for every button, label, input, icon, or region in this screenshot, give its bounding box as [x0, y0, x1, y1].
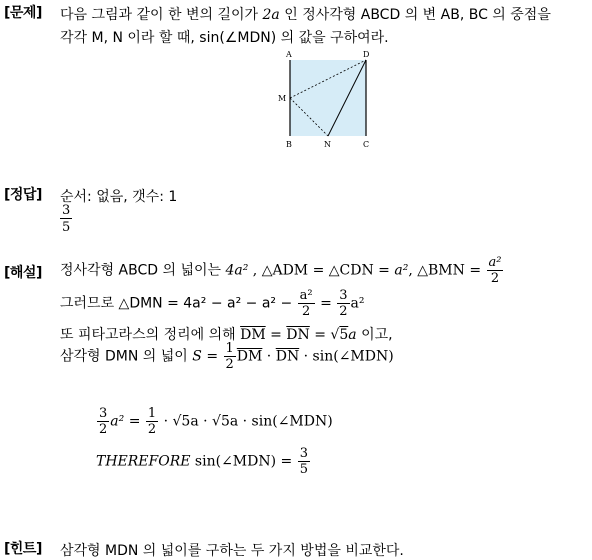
exp-l1-d: , △BMN = — [408, 262, 486, 279]
exp-l2-frac1-den: 2 — [302, 304, 311, 319]
exp-l4-dm: $\overline{DM}$ — [236, 348, 263, 365]
exp-l3-five: 5 — [339, 327, 349, 343]
exp-l2-frac2-den: 2 — [339, 304, 348, 319]
explanation-tag: [해설] — [4, 265, 42, 281]
eq2-frac-den: 5 — [299, 462, 308, 477]
exp-l3-c: 이고, — [356, 327, 393, 343]
explanation-line-1 — [60, 256, 504, 285]
exp-l4-frac-num: 1 — [225, 341, 234, 356]
exp-l1-b: , △ADM = △CDN = — [248, 262, 395, 279]
exp-l1-frac — [487, 256, 504, 285]
exp-l1-frac-num: a² — [488, 255, 502, 270]
equation-line-1 — [96, 407, 333, 436]
explanation-line-4 — [60, 342, 394, 371]
answer-num: 3 — [62, 203, 71, 218]
exp-l4-b: · sin(∠MDN) — [299, 348, 394, 365]
equation-line-2 — [96, 447, 311, 476]
eq2-frac-num: 3 — [299, 446, 308, 461]
problem-line-1 — [60, 4, 551, 24]
eq1-frac2-num: 1 — [147, 406, 157, 421]
eq2-therefore: THEREFORE — [96, 453, 191, 470]
exp-l1-area: 4a² — [225, 262, 249, 279]
label-a: A — [286, 50, 292, 59]
exp-l2-b: = — [315, 295, 337, 312]
eq2-frac — [298, 447, 310, 476]
label-m: M — [278, 94, 287, 103]
explanation-line-2 — [60, 289, 365, 318]
problem-text-1a: 다음 그림과 같이 한 변의 길이가 — [60, 7, 263, 23]
problem-var: 2a — [262, 7, 280, 23]
eq1-b: · √5a · √5a · sin(∠MDN) — [159, 413, 333, 430]
exp-l2-c: a² — [350, 295, 365, 312]
eq1-frac1-num: 3 — [99, 406, 108, 421]
exp-l1-frac-den: 2 — [490, 271, 500, 286]
exp-l2-frac2-num: 3 — [339, 288, 348, 303]
eq2-b: sin(∠MDN) = — [190, 453, 297, 470]
answer-line: 순서: 없음, 갯수: 1 — [60, 189, 178, 205]
eq1-frac1-den: 2 — [99, 422, 108, 437]
exp-l4-frac-den: 2 — [225, 357, 234, 372]
eq1-frac2 — [146, 407, 158, 436]
exp-l1-c: a² — [394, 262, 409, 279]
exp-l4-dot: · — [262, 348, 276, 365]
square-figure — [276, 48, 380, 152]
hint-tag: [힌트] — [4, 541, 42, 557]
exp-l3-b: = √ — [309, 327, 340, 343]
exp-l2-frac1-num: a² — [299, 288, 313, 303]
exp-l1-text: 정사각형 ABCD 의 넓이는 — [60, 262, 226, 279]
answer-den: 5 — [62, 220, 71, 235]
label-d: D — [363, 50, 370, 59]
problem-text-1b: 인 정사각형 ABCD 의 변 AB, BC 의 중점을 — [279, 7, 551, 23]
exp-l2-frac1 — [298, 289, 315, 318]
label-b: B — [286, 140, 292, 149]
exp-l3-eq: = — [265, 327, 287, 343]
problem-tag: [문제] — [4, 5, 42, 21]
square-fill — [290, 60, 366, 136]
exp-l4-s: S — [192, 348, 202, 365]
answer-tag: [정답] — [4, 187, 42, 203]
hint-line: 삼각형 MDN 의 넓이를 구하는 두 가지 방법을 비교한다. — [60, 543, 404, 559]
exp-l3-dn: $\overline{DN}$ — [286, 327, 310, 343]
exp-l4-a: 삼각형 DMN 의 넓이 — [60, 348, 193, 365]
problem-line-2: 각각 M, N 이라 할 때, sin(∠MDN) 의 값을 구하여라. — [60, 30, 389, 46]
exp-l4-frac — [224, 342, 236, 371]
eq1-frac1 — [97, 407, 109, 436]
eq1-frac2-den: 2 — [147, 422, 157, 437]
answer-fraction — [60, 204, 72, 234]
exp-l2-a: 그러므로 △DMN = 4a² − a² − a² − — [60, 295, 297, 312]
exp-l3-a: 또 피타고라스의 정리에 의해 — [60, 327, 241, 343]
label-c: C — [363, 140, 370, 149]
exp-l3-dm: $\overline{DM}$ — [240, 327, 266, 343]
exp-l2-frac2 — [337, 289, 349, 318]
exp-l3-var: a — [348, 327, 357, 343]
label-n: N — [324, 140, 331, 149]
exp-l4-eq: = — [201, 348, 223, 365]
eq1-a: a² = — [110, 413, 145, 430]
exp-l4-dn: $\overline{DN}$ — [275, 348, 300, 365]
